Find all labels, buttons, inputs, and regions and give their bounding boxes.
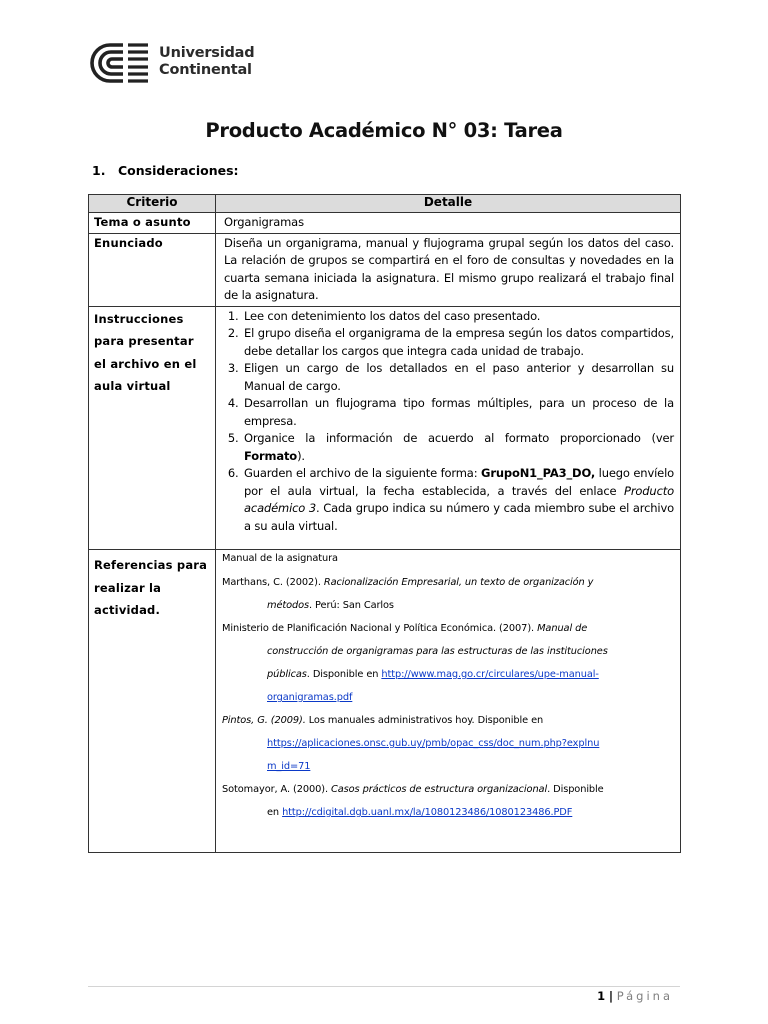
step5-text: Organice la información de acuerdo al formato proporcionado (ver [244,431,674,445]
reference-link-onsc[interactable]: https://aplicaciones.onsc.gub.uy/pmb/opac_css/doc_num.php?explnu [267,738,600,749]
section-label: Consideraciones: [118,163,239,178]
list-item: 4. Desarrollan un flujograma tipo formas múltiples, para un proceso de la empresa. [242,395,674,430]
logo-line-2: Continental [159,62,252,78]
ref-author: Pintos, G. (2009). [222,715,309,726]
page-title: Producto Académico N° 03: Tarea [205,119,563,142]
list-item: 2. El grupo diseña el organigrama de la empresa según los datos compartidos, debe detallar los cargos que integra cada unidad de trabajo. [242,325,674,360]
ref-title: Casos prácticos de estructura organizacional [331,784,548,795]
list-item [242,465,674,535]
table-row-referencias [89,550,681,853]
step6-text-3: . Cada grupo indica su número y cada miembro sube el archivo a su aula virtual. [244,501,674,533]
reference-link-mag-cont[interactable]: organigramas.pdf [267,692,353,703]
list-item: 1. Lee con detenimiento los datos del caso presentado. [242,308,674,326]
reference-item [222,571,674,594]
page-number: 1 [597,989,606,1003]
criterio-referencias: Referencias para realizar la actividad. [89,550,216,853]
university-logo [90,41,255,85]
ref-available: . Disponible [547,784,604,795]
footer-separator: | [608,989,614,1003]
ref-title: públicas [267,669,307,680]
reference-item-cont [222,663,674,686]
detalle-instrucciones [216,306,681,550]
criterio-instrucciones: Instrucciones para presentar el archivo en el aula virtual [89,306,216,550]
ref-en: en [267,807,283,818]
reference-link-uanl[interactable]: http://cdigital.dgb.uanl.mx/la/1080123486/1080123486.PDF [282,807,573,818]
formato-label: Formato [244,448,298,463]
footer-divider [88,986,680,987]
table-row-enunciado [89,233,681,306]
step6-text-2: luego envíelo por el aula virtual, la fecha establecida, a través del enlace [244,466,675,498]
list-item [242,430,674,465]
reference-item [222,617,674,640]
detalle-enunciado: Diseña un organigrama, manual y flujograma grupal según los datos del caso. La relación de grupos se compartirá en el foro de consultas y novedades en la cuarta semana iniciada la asignatura. El mismo grupo realizará el trabajo final de la asignatura. [216,233,681,306]
reference-item-cont [222,801,674,824]
ref-title: métodos [267,600,310,611]
ref-title: Manual de [537,623,588,634]
section-number: 1. [92,163,106,178]
reference-item-cont [222,594,674,617]
producto-link-text: Producto académico 3 [244,483,674,515]
step5-end: ). [297,448,305,463]
criterio-tema: Tema o asunto [89,213,216,234]
header-criterio: Criterio [89,195,216,213]
reference-item [222,778,674,801]
logo-text [159,45,254,79]
step6-text: Guarden el archivo de la siguiente forma: [244,466,482,480]
logo-mark-icon [90,41,154,85]
detalle-referencias [216,550,681,853]
instructions-list [224,308,674,536]
reference-item-cont [222,686,674,709]
ref-author: Ministerio de Planificación Nacional y Política Económica. (2007). [222,623,538,634]
header-detalle: Detalle [216,195,681,213]
ref-available: . Disponible en [306,669,382,680]
list-item: 3. Eligen un cargo de los detallados en el paso anterior y desarrollan su Manual de cargo. [242,360,674,395]
filename-format: GrupoN1_PA3_DO, [481,466,596,480]
ref-title: Los manuales administrativos hoy. Disponible en [308,715,544,726]
ref-author: Sotomayor, A. (2000). [222,784,332,795]
logo-line-1: Universidad [159,45,255,61]
table-header-row [89,195,681,213]
detalle-tema: Organigramas [216,213,681,234]
reference-item [222,709,674,732]
reference-item-cont [222,732,674,755]
reference-link-onsc-cont[interactable]: m_id=71 [267,761,311,772]
criterio-enunciado: Enunciado [89,233,216,306]
ref-title: construcción de organigramas para las estructuras de las instituciones [267,646,608,657]
ref-publisher: . Perú: San Carlos [309,600,394,611]
page-footer [597,989,673,1003]
reference-link-mag[interactable]: http://www.mag.go.cr/circulares/upe-manual- [381,669,599,680]
table-row-instrucciones [89,306,681,550]
ref-author: Marthans, C. (2002). [222,577,324,588]
page-word: Página [616,989,673,1003]
reference-item-cont [222,755,674,778]
section-heading [92,163,239,178]
ref-title: Racionalización Empresarial, un texto de organización y [323,577,594,588]
reference-item: Manual de la asignatura [222,553,338,564]
reference-item-cont [222,640,674,663]
table-row-tema [89,213,681,234]
considerations-table [88,194,681,853]
